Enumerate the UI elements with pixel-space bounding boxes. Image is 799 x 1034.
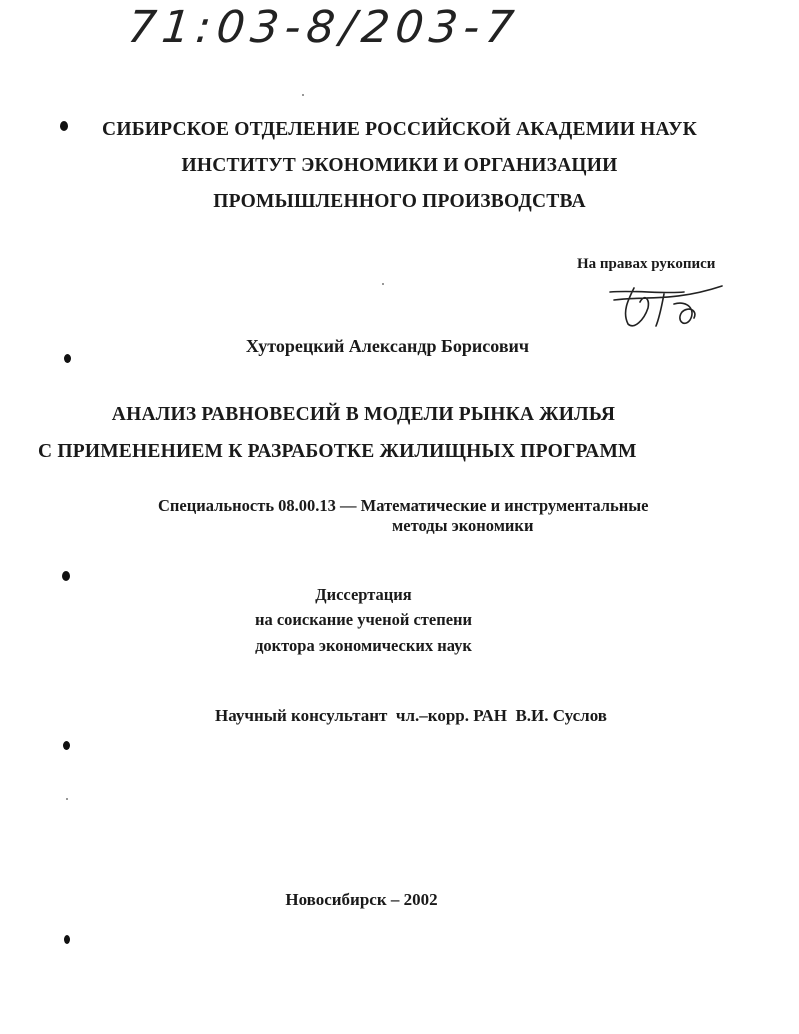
dissertation-line-2: на соискание ученой степени (254, 610, 473, 629)
organization-line-1: СИБИРСКОЕ ОТДЕЛЕНИЕ РОССИЙСКОЙ АКАДЕМИИ НАУК (102, 119, 697, 140)
author-name: Хуторецкий Александр Борисович (245, 336, 530, 356)
thesis-title-line-2: С ПРИМЕНЕНИЕМ К РАЗРАБОТКЕ ЖИЛИЩНЫХ ПРОГРАММ (38, 441, 637, 462)
dissertation-line-3: доктора экономических наук (255, 636, 472, 655)
dissertation-line-1: Диссертация (315, 585, 412, 604)
binding-hole-mark (63, 741, 70, 750)
city-year: Новосибирск – 2002 (285, 890, 438, 909)
organization-line-3: ПРОМЫШЛЕННОГО ПРОИЗВОДСТВА (213, 191, 586, 212)
organization-line-2: ИНСТИТУТ ЭКОНОМИКИ И ОРГАНИЗАЦИИ (181, 155, 618, 176)
manuscript-rights: На правах рукописи (577, 256, 716, 272)
binding-hole-mark (64, 935, 70, 944)
thesis-title-line-1: АНАЛИЗ РАВНОВЕСИЙ В МОДЕЛИ РЫНКА ЖИЛЬЯ (111, 404, 616, 425)
specialty-label: Специальность 08.00.13 — Математические и инструментальные (158, 496, 649, 515)
scientific-advisor: Научный консультант чл.–корр. РАН В.И. Суслов (215, 706, 607, 725)
scan-speck (302, 94, 304, 96)
signature-icon (604, 280, 729, 335)
specialty-continuation: методы экономики (392, 516, 534, 535)
scan-speck (382, 283, 384, 285)
archive-code: 71:03-8/203-7 (125, 2, 523, 53)
binding-hole-mark (62, 571, 70, 581)
scan-speck (66, 798, 68, 800)
